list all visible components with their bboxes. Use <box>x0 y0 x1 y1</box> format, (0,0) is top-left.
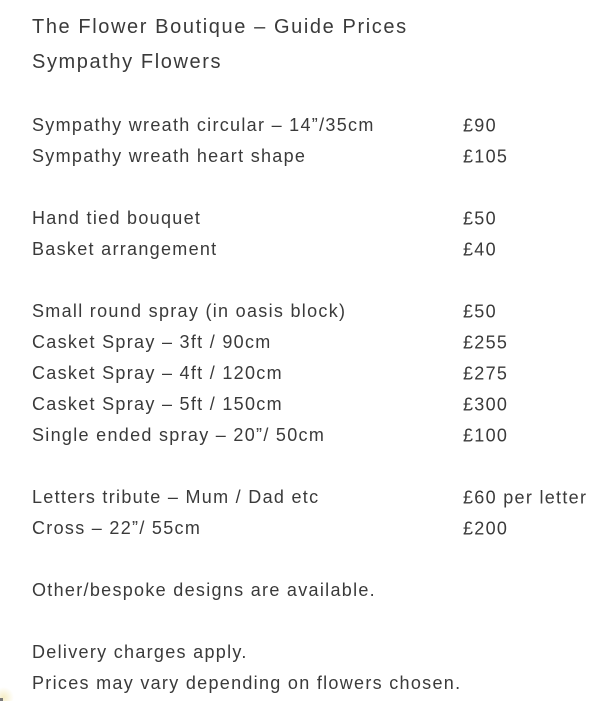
price-row <box>0 203 608 234</box>
price-row <box>0 141 608 172</box>
item-price: £255 <box>463 332 509 352</box>
price-row <box>0 234 608 265</box>
item-label: Casket Spray – 5ft / 150cm <box>32 394 283 414</box>
item-price: £275 <box>463 363 509 383</box>
price-row <box>0 296 608 327</box>
price-row <box>0 110 608 141</box>
item-label: Single ended spray – 20”/ 50cm <box>32 425 326 445</box>
item-label: Casket Spray – 3ft / 90cm <box>32 332 272 352</box>
note-delivery-block <box>0 637 608 699</box>
note-text: Prices may vary depending on flowers chosen. <box>32 673 462 693</box>
note-text: Delivery charges apply. <box>32 642 248 662</box>
note-row <box>0 668 608 699</box>
item-price: £50 <box>463 301 497 321</box>
item-price: £50 <box>463 208 497 228</box>
price-group-bouquets <box>0 203 608 265</box>
item-label: Sympathy wreath circular – 14”/35cm <box>32 115 375 135</box>
price-row <box>0 420 608 451</box>
item-label: Cross – 22”/ 55cm <box>32 518 202 538</box>
item-label: Letters tribute – Mum / Dad etc <box>32 487 320 507</box>
item-label: Small round spray (in oasis block) <box>32 301 347 321</box>
price-row <box>0 358 608 389</box>
page-title: The Flower Boutique – Guide Prices <box>32 15 408 38</box>
note-row <box>0 575 608 606</box>
item-price: £300 <box>463 394 509 414</box>
item-price: £200 <box>463 518 509 538</box>
note-bespoke-block <box>0 575 608 606</box>
price-group-wreaths <box>0 110 608 172</box>
item-price: £60 per letter <box>463 487 588 507</box>
item-price: £40 <box>463 239 497 259</box>
item-label: Sympathy wreath heart shape <box>32 146 307 166</box>
note-text: Other/bespoke designs are available. <box>32 580 376 600</box>
item-label: Hand tied bouquet <box>32 208 202 228</box>
item-price: £105 <box>463 146 509 166</box>
price-group-tributes <box>0 482 608 544</box>
page-subtitle: Sympathy Flowers <box>32 50 223 73</box>
item-label: Basket arrangement <box>32 239 218 259</box>
note-row <box>0 637 608 668</box>
price-row <box>0 482 608 513</box>
price-row <box>0 327 608 358</box>
item-label: Casket Spray – 4ft / 120cm <box>32 363 283 383</box>
scan-smudge-artifact <box>0 687 14 701</box>
price-row <box>0 389 608 420</box>
item-price: £100 <box>463 425 509 445</box>
price-group-sprays <box>0 296 608 451</box>
item-price: £90 <box>463 115 497 135</box>
price-row <box>0 513 608 544</box>
